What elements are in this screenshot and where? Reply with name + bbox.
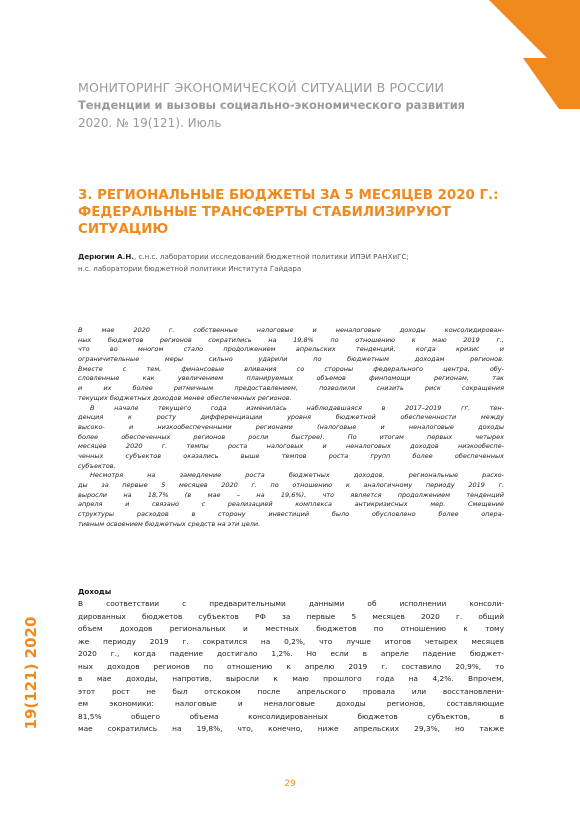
- abstract-line: структуры расходов в сторону инвестиций было обусловлено более опера-: [78, 510, 504, 519]
- abstract-line: субъектов.: [78, 461, 116, 470]
- series-title: МОНИТОРИНГ ЭКОНОМИЧЕСКОЙ СИТУАЦИИ В РОССИИ: [78, 80, 445, 95]
- series-subtitle: Тенденции и вызовы социально-экономического развития: [78, 98, 465, 112]
- abstract-line: месяцев 2020 г. темпы роста налоговых и неналоговых доходов низкообеспе-: [78, 442, 504, 451]
- author-affiliation-2: н.с. лаборатории бюджетной политики Института Гайдара: [78, 263, 302, 273]
- body-text: [78, 598, 504, 736]
- article-title-line: 3. РЕГИОНАЛЬНЫЕ БЮДЖЕТЫ ЗА 5 МЕСЯЦЕВ 2020 Г.:: [78, 188, 499, 203]
- body-line: же периоду 2019 г. сократился на 0,2%, что лучше итогов четырех месяцев: [78, 636, 504, 646]
- abstract: [78, 326, 504, 529]
- abstract-line: более обеспеченных регионов росли быстрее). По итогам первых четырех: [78, 432, 504, 441]
- abstract-line: В мае 2020 г. собственные налоговые и неналоговые доходы консолидирован-: [78, 326, 504, 334]
- body-line: ем экономики: налоговые и неналоговые доходы регионов, составляющие: [78, 699, 504, 709]
- section-heading: Доходы: [78, 587, 112, 596]
- issue-side-label: [18, 616, 44, 729]
- publication-header: [78, 80, 538, 131]
- article-title: [78, 187, 518, 238]
- body-line: 2020 г., когда падение достигало 1,2%. Но если в апреле падение бюджет-: [78, 649, 504, 659]
- abstract-line: В начале текущего года изменилась наблюдавшаяся в 2017–2019 гг. тен-: [90, 403, 504, 412]
- abstract-line: текущих бюджетных доходов менее обеспеченных регионов.: [78, 393, 292, 402]
- abstract-line: словленные как увеличением планируемых объемов финпомощи регионам, так: [78, 374, 504, 383]
- body-line: в мае доходы, напротив, выросли к маю прошлого года на 4,2%. Впрочем,: [78, 674, 504, 684]
- author-block: [78, 251, 528, 274]
- body-line: этот рост не был отскоком после апрельского провала или восстановлени-: [78, 686, 504, 696]
- abstract-line: высоко- и низкообеспеченными регионами (налоговые и неналоговые доходы: [78, 422, 504, 431]
- body-line: дированных бюджетов субъектов РФ за первые 5 месяцев 2020 г. общий: [78, 611, 504, 621]
- issue-info: 2020. № 19(121). Июль: [78, 116, 222, 130]
- abstract-line: денция к росту дифференциации уровня бюджетной обеспеченности между: [78, 413, 504, 422]
- article-title-line: ФЕДЕРАЛЬНЫЕ ТРАНСФЕРТЫ СТАБИЛИЗИРУЮТ: [78, 205, 451, 220]
- author-affiliation-1: , с.н.с. лаборатории исследований бюджетной политики ИПЭИ РАНХиГС;: [133, 252, 409, 261]
- body-line: В соответствии с предварительными данными об исполнении консоли-: [78, 599, 504, 608]
- abstract-line: ных бюджетов регионов сократились на 19,8% по отношению к маю 2019 г.,: [78, 335, 504, 344]
- abstract-line: Несмотря на замедление роста бюджетных доходов, региональные расхо-: [90, 471, 504, 480]
- body-line: мае сократились на 19,8%, что, конечно, ниже апрельских 29,3%, но также: [78, 724, 504, 734]
- issue-side-label-text: 19(121) 2020: [22, 616, 40, 729]
- abstract-line: апреля и связано с реализацией комплекса антикризисных мер. Смещение: [78, 500, 504, 509]
- author-name: Дерюгин А.Н.: [78, 252, 134, 261]
- body-line: ных доходов регионов по отношению к апрелю 2019 г. составило 20,9%, то: [78, 661, 504, 671]
- body-line: 81,5% общего объема консолидированных бюджетов субъектов, в: [78, 711, 504, 721]
- abstract-line: ограничительные меры сильно ударили по бюджетным доходам регионов.: [78, 355, 504, 364]
- abstract-line: ды за первые 5 месяцев 2020 г. по отношению к аналогичному периоду 2019 г.: [78, 481, 504, 489]
- abstract-line: ченных субъектов оказались выше темпов роста групп более обеспеченных: [78, 451, 504, 460]
- abstract-line: тивным освоением бюджетных средств на эти цели.: [78, 519, 261, 528]
- article-title-line: СИТУАЦИЮ: [78, 222, 169, 237]
- body-line: объем доходов региональных и местных бюджетов по отношению к тому: [78, 624, 504, 634]
- abstract-line: Вместе с тем, финансовые вливания со стороны федерального центра, обу-: [78, 364, 504, 373]
- page-number: 29: [284, 779, 296, 789]
- abstract-line: и их более ритмичным предоставлением, позволили снизить риск сокращения: [78, 384, 504, 393]
- abstract-line: выросли на 18,7% (в мае – на 19,6%), что является продолжением тенденций: [78, 490, 504, 499]
- abstract-line: что во многом стало продолжением апрельских тенденций, когда кризис и: [78, 345, 504, 354]
